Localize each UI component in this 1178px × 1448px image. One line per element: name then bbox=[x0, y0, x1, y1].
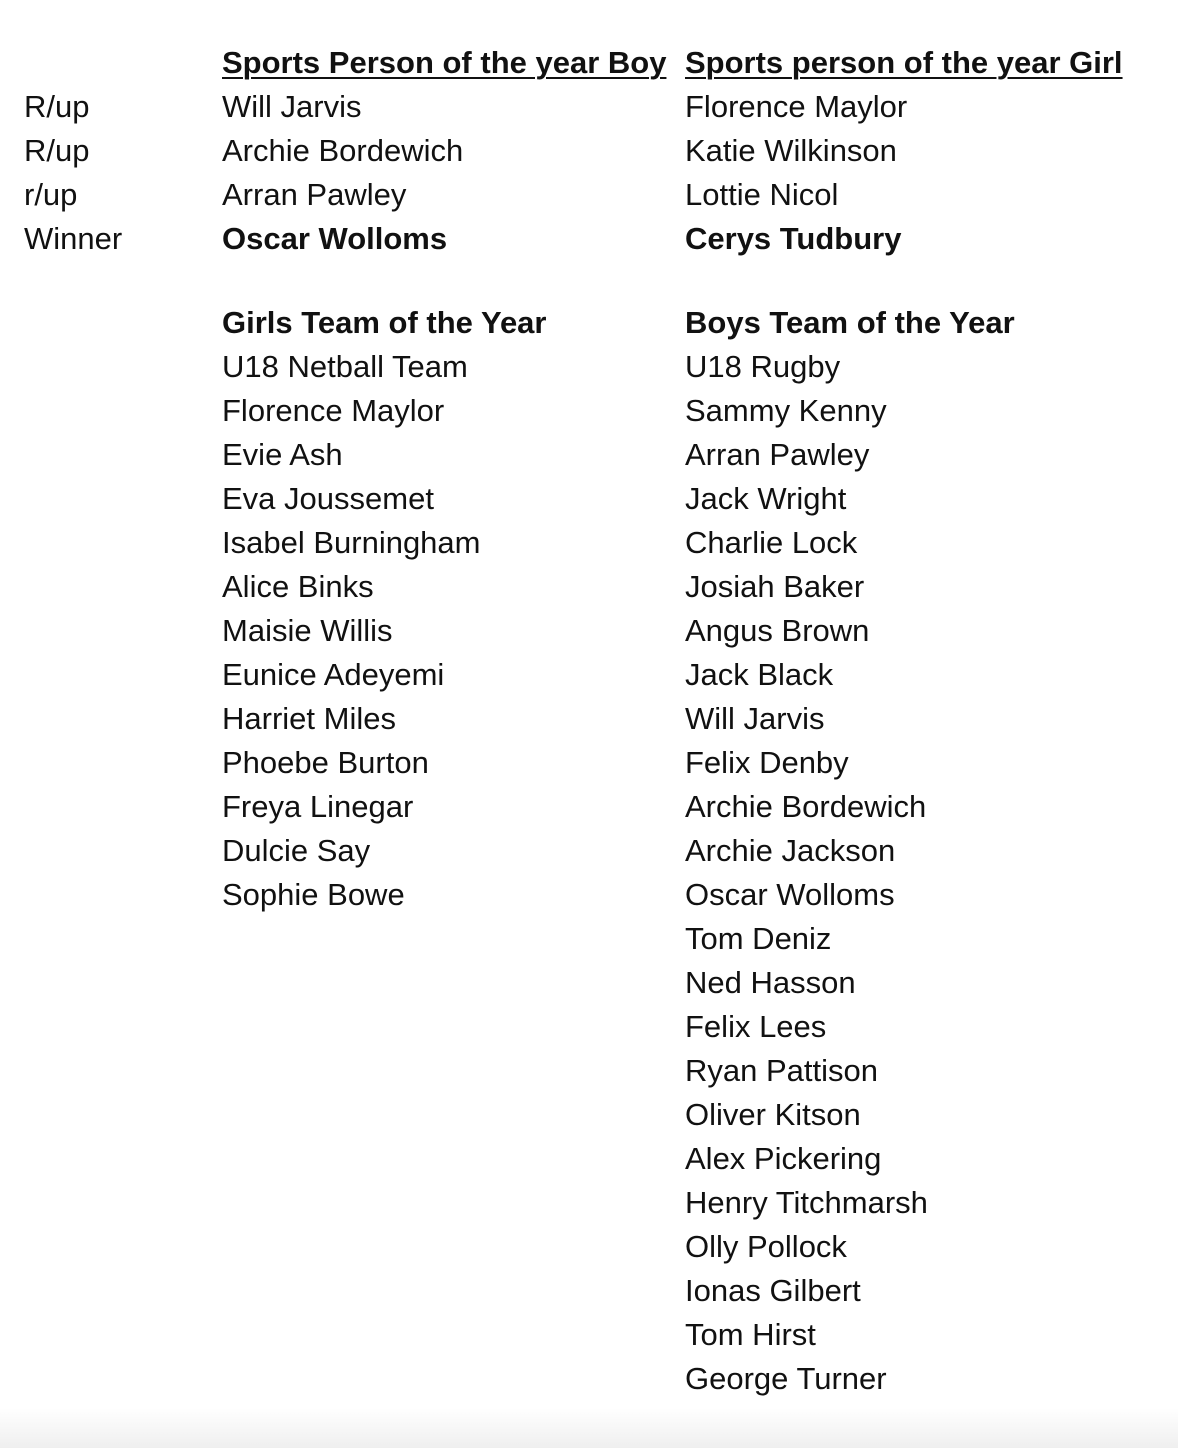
girls-team-item: Dulcie Say bbox=[222, 833, 371, 868]
boys-team-item: Angus Brown bbox=[685, 613, 870, 648]
boys-team-item: Henry Titchmarsh bbox=[685, 1185, 928, 1220]
boys-team-item: Charlie Lock bbox=[685, 525, 858, 560]
award-row-girl: Florence Maylor bbox=[685, 89, 908, 124]
award-row-boy: Arran Pawley bbox=[222, 177, 407, 212]
boys-team-item: Oscar Wolloms bbox=[685, 877, 895, 912]
boys-team-item: Ned Hasson bbox=[685, 965, 856, 1000]
girls-team-item: Eunice Adeyemi bbox=[222, 657, 445, 692]
girl-award-header: Sports person of the year Girl bbox=[685, 45, 1123, 80]
boys-team-item: Olly Pollock bbox=[685, 1229, 847, 1264]
girls-team-item: Sophie Bowe bbox=[222, 877, 405, 912]
boys-team-item: Josiah Baker bbox=[685, 569, 865, 604]
award-winner-boy: Oscar Wolloms bbox=[222, 221, 448, 256]
award-row-girl: Katie Wilkinson bbox=[685, 133, 897, 168]
girls-team-header: Girls Team of the Year bbox=[222, 305, 547, 340]
boys-team-item: Tom Deniz bbox=[685, 921, 832, 956]
girls-team-item: Evie Ash bbox=[222, 437, 343, 472]
boys-team-item: George Turner bbox=[685, 1361, 887, 1396]
boys-team-item: Oliver Kitson bbox=[685, 1097, 861, 1132]
boys-team-item: Sammy Kenny bbox=[685, 393, 887, 428]
boys-team-item: Ionas Gilbert bbox=[685, 1273, 861, 1308]
girls-team-item: U18 Netball Team bbox=[222, 349, 468, 384]
girls-team-item: Harriet Miles bbox=[222, 701, 396, 736]
boys-team-item: Archie Jackson bbox=[685, 833, 896, 868]
boy-award-header: Sports Person of the year Boy bbox=[222, 45, 667, 80]
boys-team-item: Felix Denby bbox=[685, 745, 849, 780]
girls-team-item: Phoebe Burton bbox=[222, 745, 429, 780]
girls-team-item: Isabel Burningham bbox=[222, 525, 481, 560]
bottom-shadow bbox=[0, 1408, 1178, 1448]
boys-team-item: Alex Pickering bbox=[685, 1141, 882, 1176]
boys-team-item: Will Jarvis bbox=[685, 701, 825, 736]
boys-team-item: Archie Bordewich bbox=[685, 789, 927, 824]
award-row-boy: Will Jarvis bbox=[222, 89, 362, 124]
boys-team-item: Ryan Pattison bbox=[685, 1053, 878, 1088]
award-row-label: R/up bbox=[24, 89, 90, 124]
award-row-girl: Lottie Nicol bbox=[685, 177, 839, 212]
boys-team-item: Arran Pawley bbox=[685, 437, 870, 472]
boys-team-item: Jack Black bbox=[685, 657, 834, 692]
boys-team-item: Jack Wright bbox=[685, 481, 847, 516]
award-row-label: r/up bbox=[24, 177, 78, 212]
girls-team-item: Maisie Willis bbox=[222, 613, 393, 648]
boys-team-item: Tom Hirst bbox=[685, 1317, 816, 1352]
boys-team-item: U18 Rugby bbox=[685, 349, 841, 384]
award-row-label: R/up bbox=[24, 133, 90, 168]
girls-team-item: Freya Linegar bbox=[222, 789, 414, 824]
girls-team-item: Florence Maylor bbox=[222, 393, 445, 428]
award-row-boy: Archie Bordewich bbox=[222, 133, 464, 168]
girls-team-item: Eva Joussemet bbox=[222, 481, 434, 516]
award-winner-label: Winner bbox=[24, 221, 123, 256]
boys-team-header: Boys Team of the Year bbox=[685, 305, 1015, 340]
award-winner-girl: Cerys Tudbury bbox=[685, 221, 902, 256]
boys-team-item: Felix Lees bbox=[685, 1009, 827, 1044]
girls-team-item: Alice Binks bbox=[222, 569, 374, 604]
